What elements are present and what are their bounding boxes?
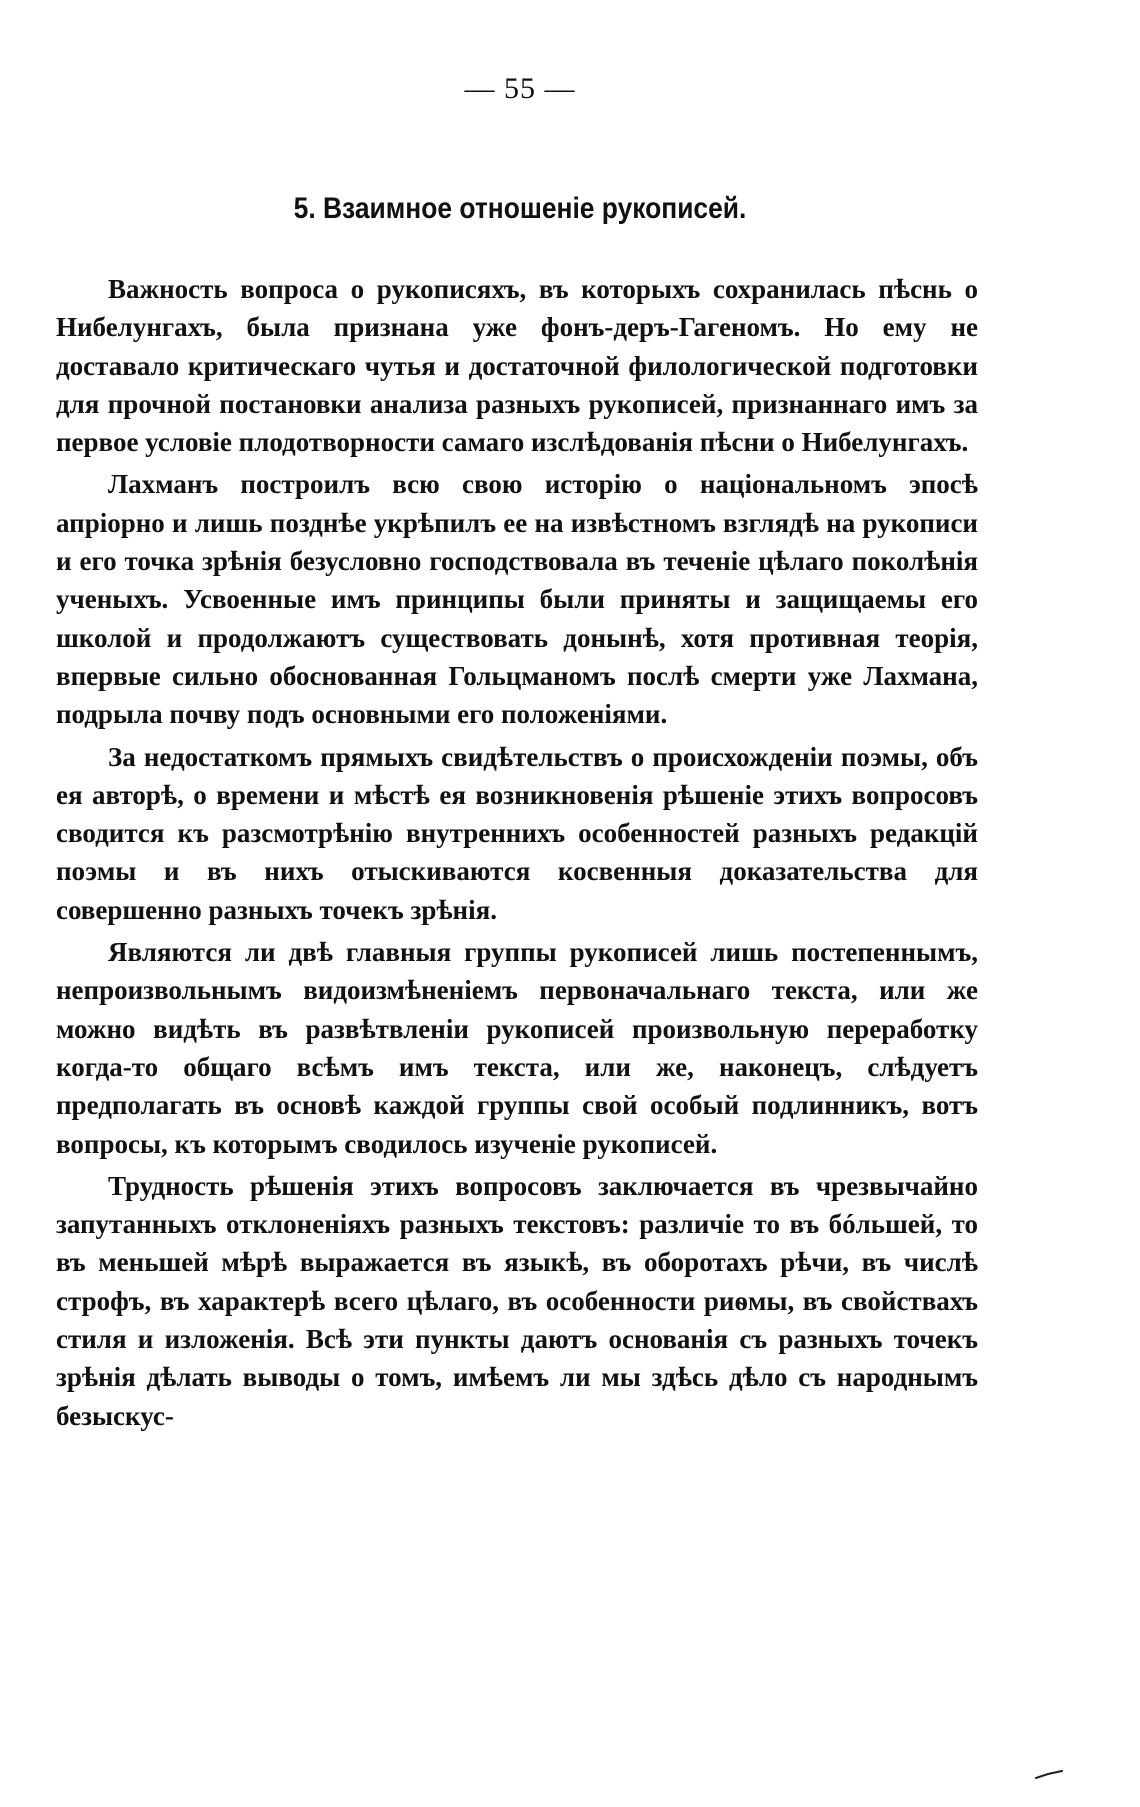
paragraph-5: Трудность рѣшенія этихъ вопросовъ заключается въ чрезвычайно запутанныхъ отклоненіяхъ разныхъ текстовъ: различіе то въ бóльшей, то въ меньшей мѣрѣ выражается въ языкѣ, въ оборотахъ рѣчи, въ числѣ строфъ, въ характерѣ всего цѣлаго, въ особенности риѳмы, въ свойствахъ стиля и изложенія. Всѣ эти пункты даютъ основанія съ разныхъ точекъ зрѣнія дѣлать выводы о томъ, имѣемъ ли мы здѣсь дѣло съ народнымъ безыскус- — [56, 1170, 978, 1431]
paragraph-4: Являются ли двѣ главныя группы рукописей лишь постепеннымъ, непроизвольнымъ видоизмѣненіемъ первоначальнаго текста, или же можно видѣть въ развѣтвленіи рукописей произвольную переработку когда-то общаго всѣмъ имъ текста, или же, наконецъ, слѣдуетъ предполагать въ основѣ каждой группы свой особый подлинникъ, вотъ вопросы, къ которымъ сводилось изученіе рукописей. — [56, 937, 978, 1159]
body-text — [56, 270, 978, 1435]
paragraph-2: Лахманъ построилъ всю свою исторію о національномъ эпосѣ апріорно и лишь позднѣе укрѣпилъ ее на извѣстномъ взглядѣ на рукописи и его точка зрѣнія безусловно господствовала въ теченіе цѣлаго поколѣнія ученыхъ. Усвоенные имъ принципы были приняты и защищаемы его школой и продолжаютъ существовать донынѣ, хотя противная теорія, впервые сильно обоснованная Гольцманомъ послѣ смерти уже Лахмана, подрыла почву подъ основными его положеніями. — [56, 469, 978, 730]
page-number: — 55 — — [464, 72, 576, 105]
paragraph-1: Важность вопроса о рукописяхъ, въ которыхъ сохранилась пѣснь о Нибелунгахъ, была признана уже фонъ-деръ-Гагеномъ. Но ему не доставало критическаго чутья и достаточной филологической подготовки для прочной постановки анализа разныхъ рукописей, признаннаго имъ за первое условіе плодотворности самаго изслѣдованія пѣсни о Нибелунгахъ. — [56, 274, 978, 458]
section-title: 5. Взаимное отношеніе рукописей. — [293, 192, 747, 225]
ink-mark-icon — [1034, 1770, 1064, 1780]
paragraph-3: За недостаткомъ прямыхъ свидѣтельствъ о происхожденіи поэмы, объ ея авторѣ, о времени и мѣстѣ ея возникновенія рѣшеніе этихъ вопросовъ сводится къ разсмотрѣнію внутреннихъ особенностей разныхъ редакцій поэмы и въ нихъ отыскиваются косвенныя доказательства для совершенно разныхъ точекъ зрѣнія. — [56, 741, 978, 925]
